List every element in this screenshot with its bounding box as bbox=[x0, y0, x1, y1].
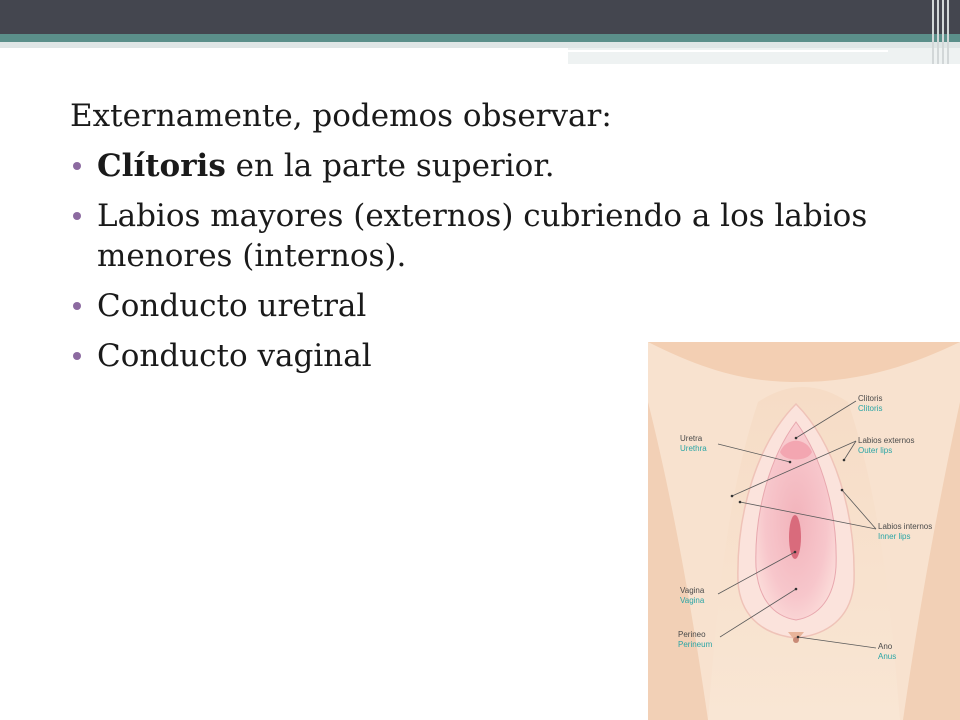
label-vagina bbox=[680, 586, 704, 606]
bullet-icon bbox=[73, 212, 81, 220]
label-uretra bbox=[680, 434, 707, 454]
label-labios-internos-en: Inner lips bbox=[878, 532, 911, 541]
bullet-text: Conducto vaginal bbox=[97, 338, 372, 374]
bullet-text: Conducto uretral bbox=[97, 288, 367, 324]
label-labios-internos bbox=[878, 522, 932, 542]
label-ano bbox=[878, 642, 896, 662]
anatomy-diagram bbox=[648, 342, 960, 720]
title-bar bbox=[0, 0, 960, 34]
label-labios-externos bbox=[858, 436, 914, 456]
label-perineo bbox=[678, 630, 712, 650]
bullet-icon bbox=[73, 162, 81, 170]
bullet-text: Labios mayores (externos) cubriendo a los labios menores (internos). bbox=[97, 198, 868, 274]
bullet-item bbox=[70, 196, 890, 276]
bullet-bold: Clítoris bbox=[97, 148, 226, 184]
decor-line-highlight bbox=[568, 50, 888, 52]
label-labios-externos-es: Labios externos bbox=[858, 436, 915, 445]
intro-text: Externamente, podemos observar: bbox=[70, 98, 612, 134]
bullet-icon bbox=[73, 352, 81, 360]
label-clitoris-en: Clitoris bbox=[858, 404, 883, 413]
label-ano-en: Anus bbox=[878, 652, 897, 661]
label-perineo-es: Perineo bbox=[678, 630, 706, 639]
label-vagina-en: Vagina bbox=[680, 596, 705, 605]
accent-stripe bbox=[0, 34, 960, 42]
label-ano-es: Ano bbox=[878, 642, 893, 651]
label-uretra-en: Urethra bbox=[680, 444, 707, 453]
bullet-icon bbox=[73, 302, 81, 310]
label-clitoris-es: Clitoris bbox=[858, 394, 883, 403]
bullet-text: en la parte superior. bbox=[225, 148, 555, 184]
label-clitoris bbox=[858, 394, 882, 414]
label-labios-externos-en: Outer lips bbox=[858, 446, 893, 455]
label-vagina-es: Vagina bbox=[680, 586, 705, 595]
label-labios-internos-es: Labios internos bbox=[878, 522, 933, 531]
label-perineo-en: Perineum bbox=[678, 640, 713, 649]
corner-decoration bbox=[932, 0, 950, 64]
bullet-item bbox=[70, 286, 890, 326]
label-uretra-es: Uretra bbox=[680, 434, 703, 443]
bullet-item bbox=[70, 146, 890, 186]
